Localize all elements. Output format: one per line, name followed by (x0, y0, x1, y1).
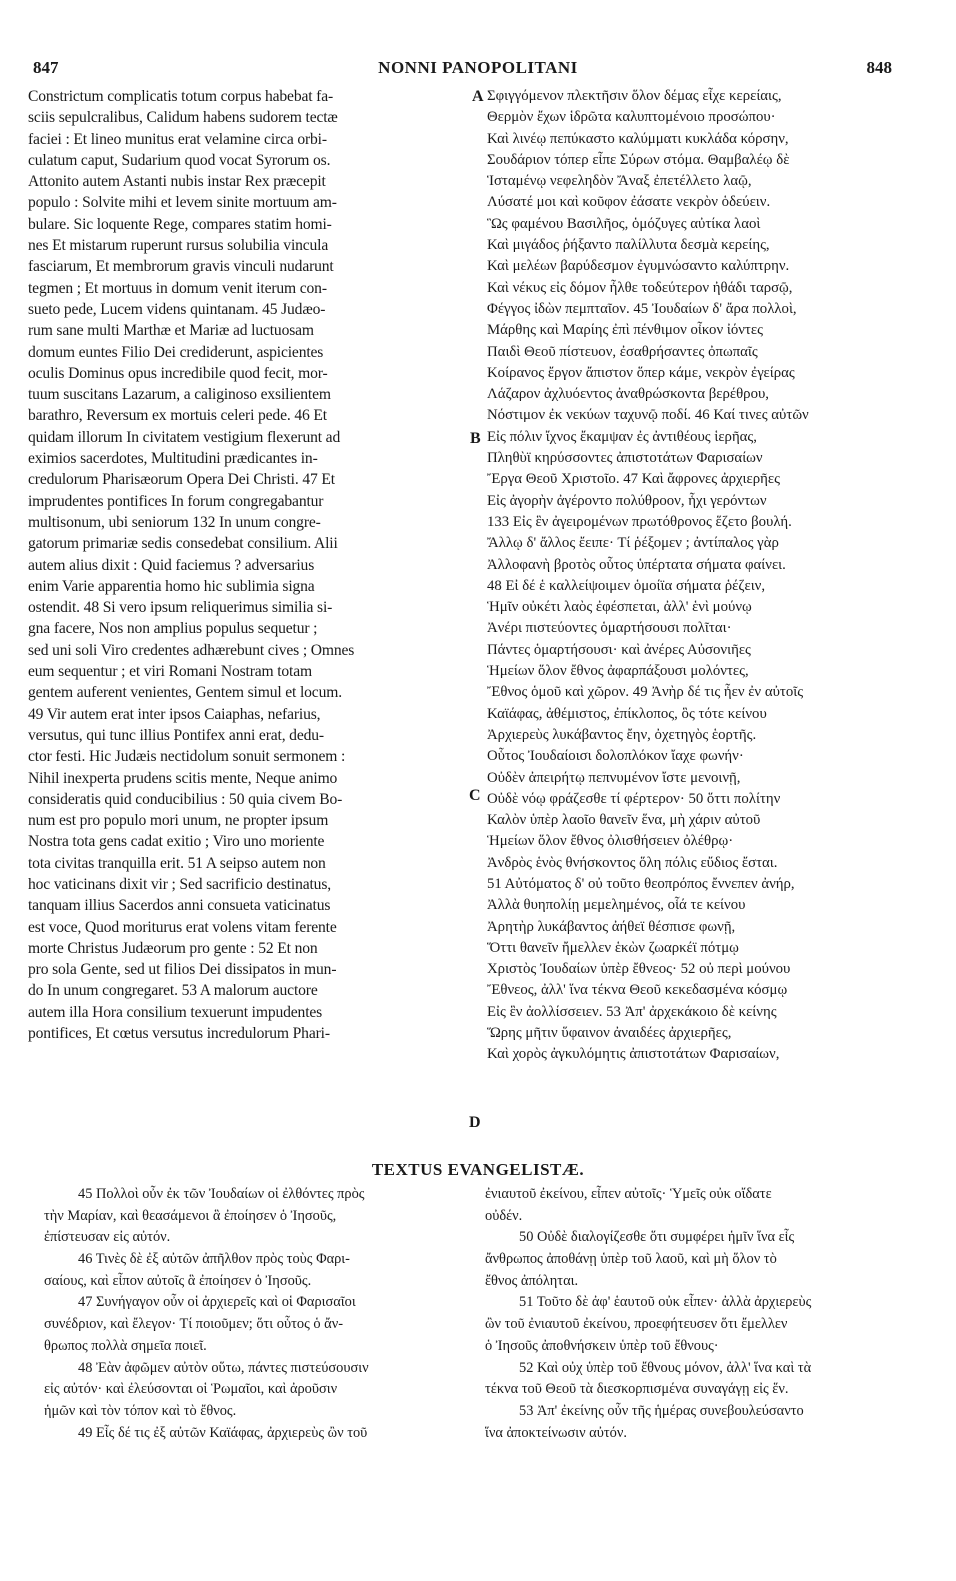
greek-line: Πάντες ὁμαρτήσουσι· καὶ ἀνέρες Αὐσονιῆες (487, 641, 751, 658)
gospel-line: τὴν Μαρίαν, καὶ θεασάμενοι ἃ ἐποίησεν ὁ Ἰησοῦς, (44, 1207, 337, 1224)
latin-line: fasciarum, Et membrorum gravis vinculi nudarunt (28, 258, 334, 276)
greek-line: Ἡμείων ὅλον ἔθνος ὀλισθήσειεν ὀλέθρῳ· (487, 833, 734, 850)
greek-line: Ἀνδρὸς ἑνὸς θνήσκοντος ὅλη πόλις εὔδιος ἔσται. (487, 854, 778, 871)
gospel-text-left-column (44, 1184, 474, 1444)
latin-line: credulorum Pharisæorum Opera Dei Christi. 47 Et (28, 471, 335, 489)
gospel-line: 49 Εἷς δέ τις ἐξ αὐτῶν Καϊάφας, ἀρχιερεὺς ὢν τοῦ (78, 1424, 368, 1441)
latin-translation-column (28, 86, 470, 1044)
latin-line: num est pro populo mori unum, ne propter ipsum (28, 812, 329, 830)
latin-line: Constrictum complicatis totum corpus habebat fa- (28, 88, 334, 105)
greek-line: Ἀρχιερεὺς λυκάβαντος ἔην, ὀχετηγὸς ἑορτῆς. (487, 726, 757, 743)
greek-line: Ἡμείων ὅλον ἔθνος ἀφαρπάξουσι μολόντες, (487, 663, 749, 680)
greek-line: Ἀλλοφανὴ βροτὸς οὗτος ὑπέρτατα σήματα φαίνει. (487, 556, 786, 573)
gospel-line: ἐνιαυτοῦ ἐκείνου, εἶπεν αὐτοῖς· Ὑμεῖς οὐκ οἴδατε (485, 1186, 772, 1202)
greek-line: Ὥρης μῆτιν ὕφαινον ἀναιδέες ἀρχιερῆες, (487, 1025, 732, 1042)
latin-line: gentem auferent venientes, Gentem simul et locum. (28, 684, 342, 702)
greek-line: Οὐδὲ νόῳ φράζεσθε τί φέρτερον· 50 ὅττι πολίτην (487, 790, 781, 807)
margin-letter-a: A (472, 88, 484, 105)
margin-letter-b: B (470, 430, 481, 447)
latin-line: faciei : Et lineo munitus erat velamine circa orbi- (28, 130, 327, 148)
latin-line: gna facere, Nos non amplius populus sequetur ; (28, 620, 318, 638)
page-number-left: 847 (33, 58, 59, 77)
latin-line: sciis sepulcralibus, Calidum habens sudorem tectæ (28, 109, 338, 127)
gospel-line: σαίους, καὶ εἶπον αὐτοῖς ἃ ἐποίησεν ὁ Ἰησοῦς. (44, 1272, 312, 1289)
greek-line: Καλὸν ὑπὲρ λαοῖο θανεῖν ἕνα, μὴ χάριν αὐτοῦ (487, 812, 761, 829)
gospel-line: 53 Ἀπ' ἐκείνης οὖν τῆς ἡμέρας συνεβουλεύσαντο (519, 1402, 804, 1419)
gospel-line: ἡμῶν καὶ τὸν τόπον καὶ τὸ ἔθνος. (44, 1402, 237, 1419)
gospel-line: οὐδέν. (485, 1207, 523, 1224)
greek-verse-column (487, 86, 917, 1066)
latin-line: pontifices, Et cœtus versutus incredulorum Phari- (28, 1025, 330, 1043)
latin-line: eximios sacerdotes, Multitudini prædicantes in- (28, 450, 318, 468)
latin-line: est voce, Quod moriturus erat volens vitam ferente (28, 918, 337, 936)
latin-line: sueto pede, Lucem videns quintanam. 45 Judæo- (28, 300, 326, 318)
gospel-line: ὁ Ἰησοῦς ἀποθνήσκειν ὑπὲρ τοῦ ἔθνους· (485, 1337, 719, 1354)
latin-line: culatum caput, Sudarium quod vocat Syrorum os. (28, 151, 331, 169)
greek-line: Καὶ χορὸς ἀγκυλόμητις ἀπιστοτάτων Φαρισαίων, (487, 1046, 780, 1063)
latin-line: rum sane multi Marthæ et Mariæ ad luctuosam (28, 322, 314, 340)
gospel-line: 45 Πολλοὶ οὖν ἐκ τῶν Ἰουδαίων οἱ ἐλθόντες πρὸς (78, 1186, 365, 1202)
greek-line: 133 Εἰς ἓν ἀγειρομένων πρωτόθρονος ἕζετο βουλή. (487, 513, 792, 530)
greek-line: Χριστὸς Ἰουδαίων ὑπὲρ ἔθνεος· 52 οὐ περὶ μούνου (487, 961, 791, 978)
greek-line: Παιδὶ Θεοῦ πίστευον, ἐσαθρήσαντες ὀπωπαῖς (487, 343, 758, 360)
latin-line: eum sequentur ; et viri Romani Nostram totam (28, 663, 312, 681)
gospel-line: 46 Τινὲς δὲ ἐξ αὐτῶν ἀπῆλθον πρὸς τοὺς Φαρι- (78, 1251, 350, 1268)
greek-line: 51 Αὐτόματος δ' οὐ τοῦτο θεοπρόπος ἔννεπεν ἀνήρ, (487, 875, 795, 892)
greek-line: Ἄλλῳ δ' ἄλλος ἔειπε· Τί ῥέξομεν ; ἀντίπαλος γὰρ (487, 535, 779, 552)
latin-line: barathro, Reversum ex mortuis celeri pede. 46 Et (28, 407, 327, 425)
greek-line: Πληθὺϊ κηρύσσοντες ἀπιστοτάτων Φαρισαίων (487, 450, 763, 467)
latin-line: populo : Solvite mihi et levem sinite mortuum am- (28, 194, 337, 212)
latin-line: morte Christus Judæorum pro gente : 52 Et non (28, 939, 318, 957)
greek-line: Εἰς ἓν ἀολλίσσειεν. 53 Ἀπ' ἀρχεκάκοιο δὲ κείνης (487, 1003, 777, 1020)
gospel-line: 47 Συνήγαγον οὖν οἱ ἀρχιερεῖς καὶ οἱ Φαρισαῖοι (78, 1294, 356, 1311)
greek-line: Οὐδὲν ἀπειρήτῳ πεπνυμένον ἴστε μενοινῇ, (487, 769, 741, 786)
greek-line: Σφιγγόμενον πλεκτῆσιν ὅλον δέμας εἶχε κερείαις, (487, 88, 782, 104)
gospel-line: 50 Οὐδὲ διαλογίζεσθε ὅτι συμφέρει ἡμῖν ἵνα εἷς (519, 1229, 795, 1246)
greek-line: Λάζαρον ἀχλυόεντος ἀναθρώσκοντα βερέθρου, (487, 386, 769, 403)
latin-line: ctor festi. Hic Judæis nectidolum sonuit sermonem : (28, 748, 346, 766)
greek-line: Καὶ λινέῳ πεπύκαστο καλύμματι κυκλάδα κόρσην, (487, 130, 789, 147)
latin-line: gatorum primariæ sedis consedebat consilium. Alii (28, 535, 338, 553)
page-number-right: 848 (866, 58, 892, 77)
greek-line: Ἡμῖν οὐκέτι λαὸς ἐφέσπεται, ἀλλ' ἑνὶ μούνῳ (487, 599, 752, 616)
latin-line: hoc vaticinans dixit vir ; Sed sacrificio destinatus, (28, 875, 331, 893)
gospel-line: συνέδριον, καὶ ἔλεγον· Τί ποιοῦμεν; ὅτι οὗτος ὁ ἄν- (44, 1316, 343, 1333)
latin-line: nes Et mistarum ruperunt rursus solubilia vincula (28, 237, 329, 255)
greek-line: Ὣς φαμένου Βασιλῆος, ὁμόζυγες αὐτίκα λαοὶ (487, 215, 761, 232)
margin-letter-d: D (469, 1114, 481, 1131)
latin-line: domum euntes Filio Dei crediderunt, aspicientes (28, 343, 324, 361)
latin-line: Nostra tota gens cadat exitio ; Viro uno moriente (28, 833, 325, 851)
latin-line: sed uni soli Viro credentes adhærebunt cives ; Omnes (28, 641, 355, 659)
latin-line: tanquam illius Sacerdos anni consueta vaticinatus (28, 897, 331, 915)
greek-line: Καὶ μιγάδος ῥήξαντο παλίλλυτα δεσμὰ κερείης, (487, 237, 770, 254)
greek-line: Νόστιμον ἐκ νεκύων ταχυνῷ ποδί. 46 Καί τινες αὐτῶν (487, 407, 809, 424)
running-header (0, 58, 956, 84)
latin-line: oculis Dominus opus incredibile quod fecit, mor- (28, 364, 328, 382)
greek-line: Ἀνέρι πιστεύοντες ὁμαρτήσουσι πολῖται· (487, 620, 732, 637)
gospel-line: θρωπος πολλὰ σημεῖα ποιεῖ. (44, 1337, 207, 1354)
latin-line: autem alius dixit : Quid faciemus ? adversarius (28, 556, 315, 574)
greek-line: 48 Εἰ δέ ἑ καλλείψοιμεν ὁμοίϊα σήματα ῥέζειν, (487, 577, 766, 594)
greek-line: Σουδάριον τόπερ εἶπε Σύρων στόμα. Θαμβαλέῳ δὲ (487, 151, 790, 168)
latin-line: imprudentes pontifices In forum congregabantur (28, 492, 324, 510)
section-title: TEXTUS EVANGELISTÆ. (371, 1160, 585, 1179)
greek-line: Οὗτος Ἰουδαίοισι δολοπλόκον ἴαχε φωνήν· (487, 748, 744, 765)
greek-line: Καὶ νέκυς εἰς δόμον ἦλθε τοδεύτερον ἠθάδι ταρσῷ, (487, 279, 793, 296)
gospel-line: 52 Καὶ οὐχ ὑπὲρ τοῦ ἔθνους μόνον, ἀλλ' ἵνα καὶ τὰ (519, 1359, 812, 1376)
gospel-line: 51 Τοῦτο δὲ ἀφ' ἑαυτοῦ οὐκ εἶπεν· ἀλλὰ ἀρχιερεὺς (519, 1294, 812, 1311)
latin-line: autem illa Hora consilium texuerunt impudentes (28, 1003, 323, 1021)
latin-line: versutus, qui tunc illius Pontifex anni erat, dedu- (28, 726, 324, 744)
gospel-text-right-column (485, 1184, 915, 1444)
latin-line: tuum suscitans Lazarum, a caliginoso exsilientem (28, 386, 331, 404)
greek-line: Ἔθνεος, ἀλλ' ἵνα τέκνα Θεοῦ κεκεδασμένα κόσμῳ (487, 982, 788, 999)
latin-line: multisonum, ubi seniorum 132 In unum congre- (28, 513, 321, 531)
latin-line: Attonito autem Astanti nubis instar Rex præcepit (28, 173, 326, 191)
greek-line: Μάρθης καὶ Μαρίης ἐπὶ πένθιμον οἶκον ἰόντες (487, 322, 763, 339)
latin-line: tegmen ; Et mortuus in domum venit iterum con- (28, 279, 327, 297)
gospel-line: 48 Ἐὰν ἀφῶμεν αὐτὸν οὕτω, πάντες πιστεύσουσιν (78, 1359, 369, 1376)
greek-line: Ὅττι θανεῖν ἤμελλεν ἑκὼν ζωαρκέϊ πότμῳ (487, 939, 739, 956)
latin-line: tota civitas tranquilla erit. 51 A seipso autem non (28, 854, 326, 872)
greek-line: Ἀλλὰ θυηπολίῃ μεμελημένος, οἷά τε κείνου (487, 897, 746, 914)
gospel-line: ἵνα ἀποκτείνωσιν αὐτόν. (485, 1424, 627, 1441)
gospel-line: τέκνα τοῦ Θεοῦ τὰ διεσκορπισμένα συναγάγῃ εἰς ἕν. (485, 1381, 789, 1398)
latin-line: enim Varie apparentia homo hic sublimia signa (28, 577, 315, 595)
latin-line: do In unum congregaret. 53 A malorum auctore (28, 982, 318, 1000)
greek-line: Κοίρανος ἔργον ἄπιστον ὅπερ κάμε, νεκρὸν ἐγείρας (487, 364, 795, 381)
margin-letter-c: C (469, 787, 481, 804)
greek-line: Εἰς πόλιν ἴχνος ἔκαμψαν ἐς ἀντιθέους ἱερῆας, (487, 428, 757, 445)
gospel-line: ἐπίστευσαν εἰς αὐτόν. (44, 1229, 171, 1246)
gospel-line: ἔθνος ἀπόληται. (485, 1272, 579, 1289)
greek-line: Καϊάφας, ἀθέμιστος, ἐπίκλοπος, ὃς τότε κείνου (487, 705, 767, 722)
latin-line: pro sola Gente, sed ut filios Dei dissipatos in mun- (28, 961, 337, 979)
greek-line: Ἔργα Θεοῦ Χριστοῖο. 47 Καὶ ἄφρονες ἀρχιερῆες (487, 471, 780, 488)
latin-line: consideratis quid conducibilius : 50 quia civem Bo- (28, 790, 343, 808)
greek-line: Ἀρητὴρ λυκάβαντος ἀήθεϊ θέσπισε φωνῇ, (487, 918, 736, 935)
greek-line: Ἔθνος ὁμοῦ καὶ χῶρον. 49 Ἀνὴρ δέ τις ἦεν ἐν αὐτοῖς (487, 684, 804, 701)
gospel-line: ὢν τοῦ ἐνιαυτοῦ ἐκείνου, προεφήτευσεν ὅτι ἔμελλεν (485, 1316, 788, 1333)
gospel-line: εἰς αὐτόν· καὶ ἐλεύσονται οἱ Ῥωμαῖοι, καὶ ἀροῦσιν (44, 1381, 338, 1398)
latin-line: 49 Vir autem erat inter ipsos Caiaphas, nefarius, (28, 705, 321, 723)
running-title: NONNI PANOPOLITANI (378, 58, 578, 77)
greek-line: Θερμὸν ἔχων ἱδρῶτα καλυπτομένοιο προσώπου· (487, 109, 776, 126)
greek-line: Λύσατέ μοι καὶ κοῦφον ἐάσατε νεκρὸν ὁδεύειν. (487, 194, 771, 211)
greek-line: Καὶ μελέων βαρύδεσμον ἐγυμνώσαντο καλύπτρην. (487, 258, 790, 275)
greek-line: Φέγγος ἰδὼν πεμπταῖον. 45 Ἰουδαίων δ' ἄρα πολλοὶ, (487, 300, 797, 317)
greek-line: Ἱσταμένῳ νεφεληδὸν Ἄναξ ἐπετέλλετο λαῷ, (487, 173, 752, 190)
latin-line: Nihil inexperta prudens scitis mente, Neque animo (28, 769, 338, 787)
gospel-line: ἄνθρωπος ἀποθάνῃ ὑπὲρ τοῦ λαοῦ, καὶ μὴ ὅλον τὸ (485, 1251, 777, 1268)
latin-line: quidam illorum In civitatem vestigium flexerunt ad (28, 428, 341, 446)
greek-line: Εἰς ἀγορὴν ἀγέροντο πολύθροον, ἧχι γερόντων (487, 492, 767, 509)
latin-line: ostendit. 48 Si vero ipsum reliquerimus similia si- (28, 599, 333, 617)
latin-line: bulare. Sic loquente Rege, compares statim homi- (28, 215, 332, 233)
